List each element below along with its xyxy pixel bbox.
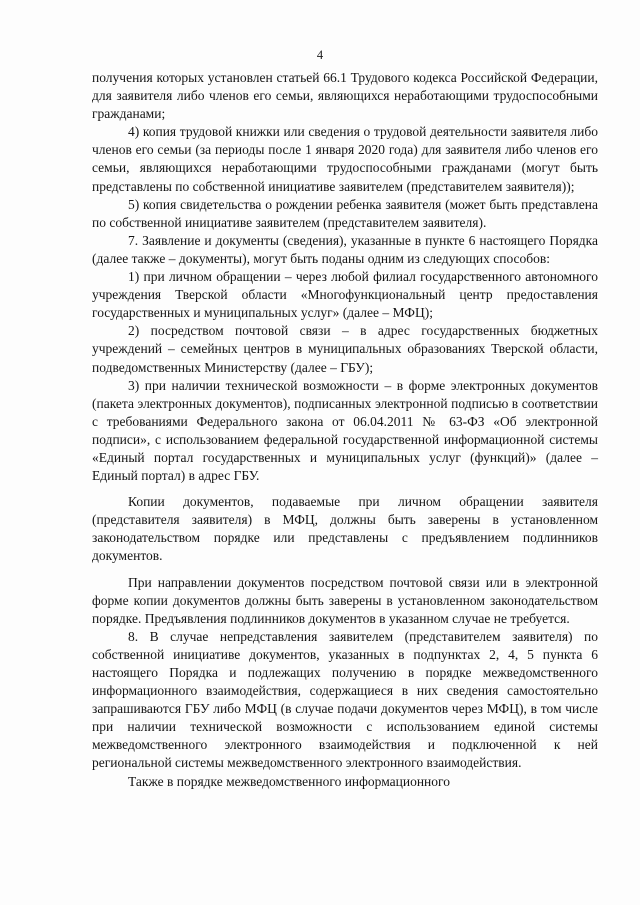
paragraph-method-2: 2) посредством почтовой связи – в адрес государственных бюджетных учреждений – семейных центров в муниципальных образованиях Тверской области, подведомственных Министерству (далее – ГБУ); <box>92 323 598 375</box>
page-number: 4 <box>316 48 324 62</box>
paragraph-copies-in-person: Копии документов, подаваемые при личном обращении заявителя (представителя заявителя) в МФЦ, должны быть заверены в установленном законодательством порядке или представлены с предъявлением подлинников документов. <box>92 494 598 564</box>
paragraph-method-3: 3) при наличии технической возможности – в форме электронных документов (пакета электронных документов), подписанных электронной подписью в соответствии с требованиями Федерального закона от 06.04.2011 № 63-ФЗ «Об электронной подписи», с использованием федеральной государственной информационной системы «Единый портал государственных и муниципальных услуг (функций)» (далее – Единый портал) в адрес ГБУ. <box>92 377 598 484</box>
paragraph-item-5: 5) копия свидетельства о рождении ребенка заявителя (может быть представлена по собственной инициативе заявителем (представителем заявителя). <box>92 196 598 230</box>
paragraph-clause-8: 8. В случае непредставления заявителем (представителем заявителя) по собственной инициативе документов, указанных в подпунктах 2, 4, 5 пункта 6 настоящего Порядка и подлежащих получению в порядке межведомственного информационного взаимодействия, содержащиеся в них сведения самостоятельно запрашиваются ГБУ либо МФЦ (в случае подачи документов через МФЦ), в том числе при наличии технической возможности с использованием единой системы межведомственного электронного взаимодействия и подключенной к ней региональной системы межведомственного электронного взаимодействия. <box>92 628 598 771</box>
document-body <box>92 69 598 791</box>
paragraph-clause-7: 7. Заявление и документы (сведения), указанные в пункте 6 настоящего Порядка (далее также – документы), могут быть поданы одним из следующих способов: <box>92 232 598 266</box>
paragraph-item-4: 4) копия трудовой книжки или сведения о трудовой деятельности заявителя либо членов его семьи (за периоды после 1 января 2020 года) для заявителя либо членов его семьи, являющихся неработающими трудоспособными гражданами (могут быть представлены по собственной инициативе заявителем (представителем заявителя)); <box>92 124 598 194</box>
paragraph-copies-postal-electronic: При направлении документов посредством почтовой связи или в электронной форме копии документов должны быть заверены в установленном законодательством порядке. Предъявления подлинников документов в указанном случае не требуется. <box>92 574 598 626</box>
paragraph-method-1: 1) при личном обращении – через любой филиал государственного автономного учреждения Тверской области «Многофункциональный центр предоставления государственных и муниципальных услуг» (далее – МФЦ); <box>92 269 598 321</box>
paragraph-also: Также в порядке межведомственного информационного <box>128 773 450 789</box>
paragraph-continuation: получения которых установлен статьей 66.1 Трудового кодекса Российской Федерации, для заявителя либо членов его семьи, являющихся неработающими трудоспособными гражданами; <box>92 70 598 122</box>
